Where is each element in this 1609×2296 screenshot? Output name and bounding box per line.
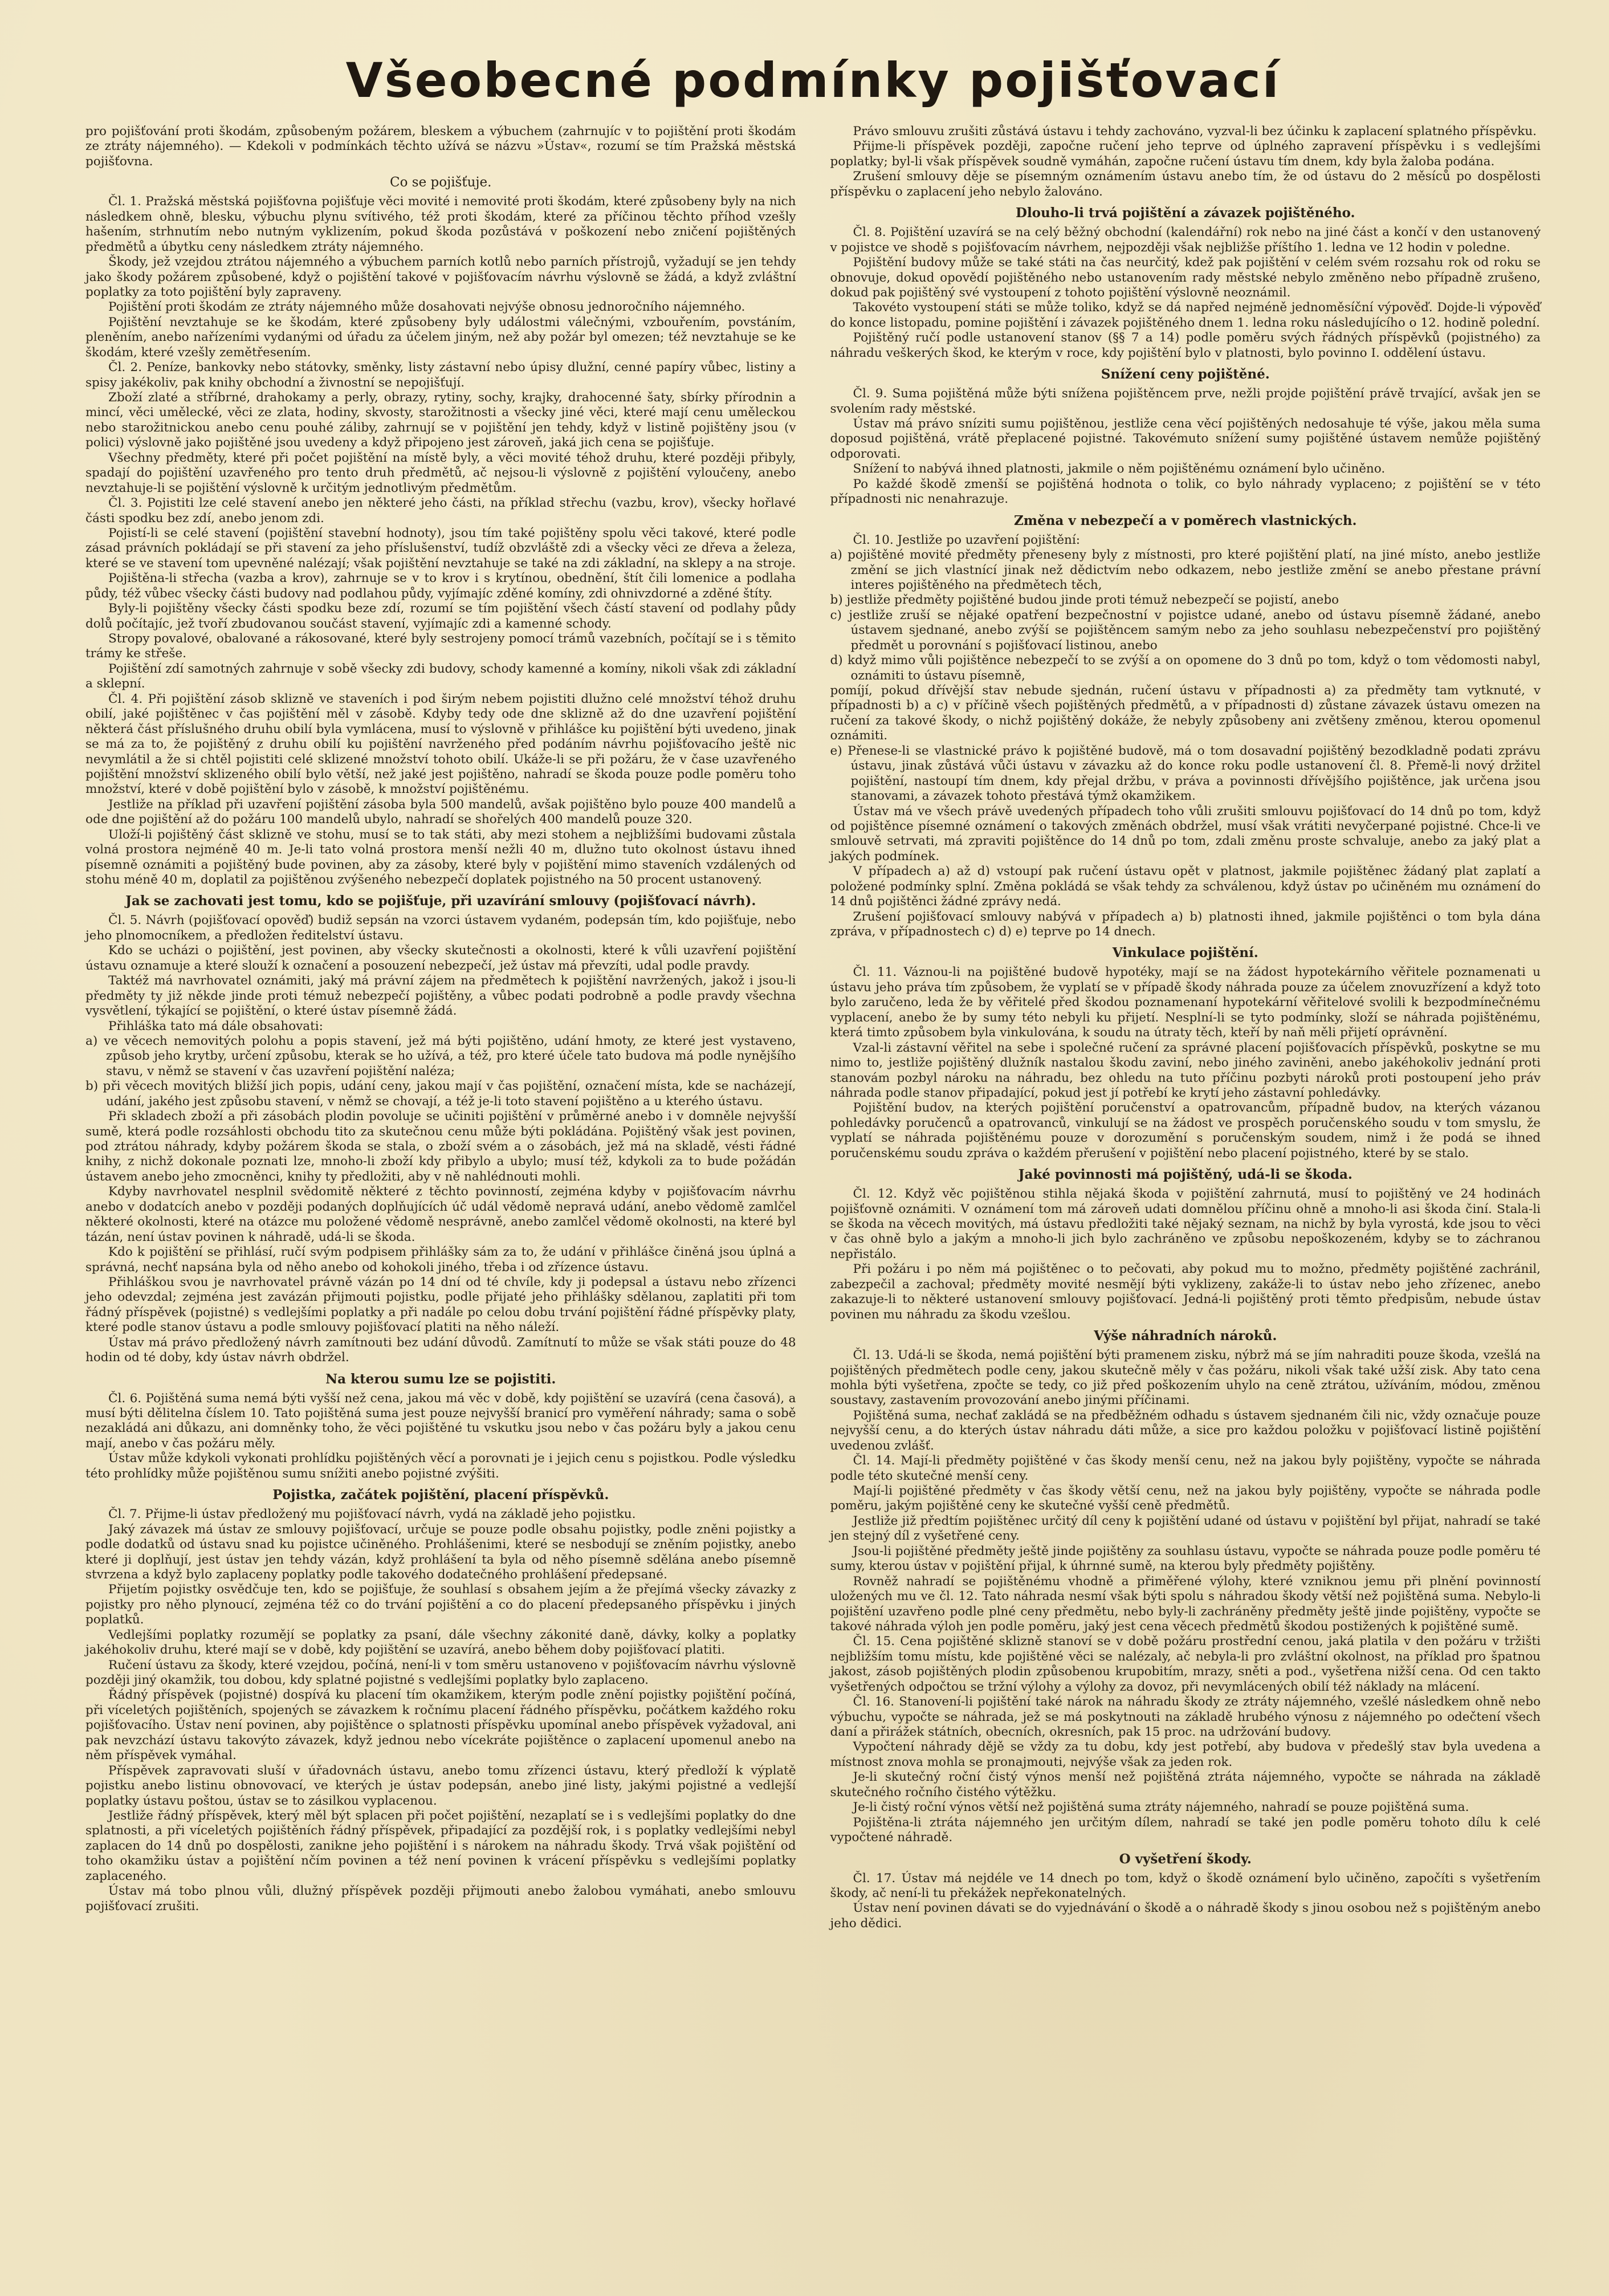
paragraph: Čl. 5. Návrh (pojišťovací opověď) budiž sepsán na vzorci ústavem vydaném, podepsán tím, kdo pojišťuje, nebo jeho plnomocníkem, a předložen ředitelství ústavu. (85, 913, 796, 943)
paragraph: Ústav není povinen dávati se do vyjednávání o škodě a o náhradě škody s jinou osobou než s pojištěným anebo jeho dědici. (830, 1901, 1541, 1931)
paragraph: Řádný příspěvek (pojistné) dospívá ku placení tím okamžikem, kterým podle znění pojistky pojištění počíná, při víceletých pojištěních, spojených se závazkem k ročnímu placení řádného příspěvku, počátkem každého roku pojišťovacího. Ústav není povinen, aby pojištěnce o splatnosti příspěvku upomínal anebo příspěvek vyžadoval, ani pak nevzchází ústavu takovýto závazek, když jednou nebo vícekráte pojištěnce o zaplacení upomenul anebo na něm příspěvek vymáhal. (85, 1688, 796, 1763)
section-heading: Jak se zachovati jest tomu, kdo se pojišťuje, při uzavírání smlouvy (pojišťovací návrh). (125, 893, 756, 909)
paragraph: Pojištěna-li střecha (vazba a krov), zahrnuje se v to krov i s krytínou, obednění, štít čili lomenice a podlaha půdy, též vůbec všecky části budovy nad podlahou půdy, vyjímajíc zděné komíny, zdi ohnivzdorné a zděné štíty. (85, 571, 796, 601)
paragraph: Ručení ústavu za škody, které vzejdou, počíná, není-li v tom směru ustanoveno v pojišťovacím návrhu výslovně později jiný okamžik, tou dobou, kdy splatné pojistné s vedlejšími poplatky bylo zaplaceno. (85, 1658, 796, 1687)
paragraph: Čl. 2. Peníze, bankovky nebo státovky, směnky, listy zástavní nebo úpisy dlužní, cenné papíry vůbec, listiny a spisy jakékoliv, pak knihy obchodní a živnostní se nepojišťují. (85, 360, 796, 390)
item-list (830, 744, 1541, 804)
paragraph: Pojištěna-li ztráta nájemného jen určitým dílem, nahradí se také jen podle poměru tohoto dílu k celé vypočtené náhradě. (830, 1815, 1541, 1845)
paragraph: Škody, jež vzejdou ztrátou nájemného a výbuchem parních kotlů nebo parních přístrojů, vyžadují se jen tehdy jako škody požárem způsobené, když o pojištění takové v pojišťovacím návrhu výslovně se žádá, a když zvláštní poplatky za toto pojištění byly zapraveny. (85, 255, 796, 299)
paragraph: Vzal-li zástavní věřitel na sebe i společné ručení za správné placení pojišťovacích příspěvků, poskytne se mu nimo to, jestliže pojištěný dlužník nastalou škodu zaviní, nebo jiného zaviněni, anebo jakéhokoliv jednání proti stanovám pozbyl nároku na náhradu, bez ohledu na tuto příčinu pozbyti nároků proti postoupení jeho práv náhrada podle stanov připadající, pokud jest jí potřebí ke krytí jeho zástavní pohledávky. (830, 1040, 1541, 1100)
paragraph: Jestliže již předtím pojištěnec určitý díl ceny k pojištění udané od ústavu v pojištění byl přijat, nahradí se také jen stejný díl z vyšetřené ceny. (830, 1513, 1541, 1544)
paragraph: Čl. 1. Pražská městská pojišťovna pojišťuje věci movité i nemovité proti škodám, které způsobeny byly na nich následkem ohně, blesku, výbuchu plynu svítivého, též proti škodám, které za příčinou těchto příhod vzešly hašením, strhnutím nebo nutným vyklizením, pokud škoda pozůstává v poškození nebo zničení pojištěných předmětů a úbytku ceny následkem ztráty nájemného. (85, 194, 796, 254)
section-heading: Co se pojišťuje. (390, 175, 492, 190)
paragraph: Jestliže řádný příspěvek, který měl být splacen při počet pojištění, nezaplatí se i s vedlejšími poplatky do dne splatnosti, a při víceletých pojištěních řádný příspěvek, připadající za pozdější rok, i s poplatky vedlejšími nebyl zaplacen do 14 dnů po dospělosti, zanikne jeho pojištění i s nárokem na náhradu škody. Trvá však pojištění od toho okamžiku ústav a pojištění nčím povinen a též není povinen k vrácení příspěvku s vedlejšími poplatky zaplaceného. (85, 1808, 796, 1883)
paragraph: Kdo k pojištění se přihlásí, ručí svým podpisem přihlášky sám za to, že udání v přihlášce činěná jsou úplná a správná, nechť napsána byla od něho anebo od kohokoli jiného, třeba i od zřízence ústavu. (85, 1245, 796, 1275)
left-column (85, 124, 796, 1931)
list-item: a) pojištěné movité předměty přeneseny byly z místnosti, pro které pojištění platí, na jiné místo, anebo jestliže změní se jich vlastnící jinak než dědictvím nebo odkazem, nebo jestliže změní se anebo přestane právní interes pojištěného na předmětech těch, (830, 548, 1541, 592)
paragraph: Čl. 11. Váznou-li na pojištěné budově hypotéky, mají se na žádost hypotekárního věřitele poznamenati u ústavu jeho práva tím způsobem, že vyplatí se v případě škody náhrada pouze za účelem znovuzřízení a když toto bylo zaručeno, leda že by věřitelé před škodou poznamenaní hypotekární věřitelové svolili k bezpodmínečnému vyplacení, anebo že by sumy této nebyli ku přijetí. Nesplní-li se tyto podmínky, složí se náhrada pojištěnému, která timto způsobem byla vinkulována, k soudu na útraty těch, kteří by naň měli přijetí oprávnění. (830, 965, 1541, 1040)
paragraph: Takovéto vystoupení státi se může toliko, když se dá napřed nejméně jednoměsíční výpověď. Dojde-li výpověď do konce listopadu, pomine pojištění i závazek pojištěného dnem 1. ledna roku následujícího o 12. hodině polední. (830, 300, 1541, 330)
paragraph: pomíjí, pokud dřívější stav nebude sjednán, ručení ústavu v případnosti a) za předměty tam vytknuté, v případnosti b) a c) v příčině všech pojištěných předmětů, a v případnosti d) zůstane závazek ústavu omezen na ručení za takové škody, o nichž pojištěný dokáže, že nebyly způsobeny ani zvětšeny změnou, kterou opomenul oznámiti. (830, 683, 1541, 743)
paragraph: Jaký závazek má ústav ze smlouvy pojišťovací, určuje se pouze podle obsahu pojistky, podle zněni pojistky a podle dodatků od ústavu snad ku pojistce učiněného. Prohlášenimi, které se nesbodují se zněním pojistky, anebo které ji doplňují, jest ústav jen tehdy vázán, když prohlášení ta byla od něho písemně sdělána anebo písemně stvrzena a když bylo zaplaceny poplatky podle takového dodatečného prohlášení předepsané. (85, 1522, 796, 1582)
paragraph: Čl. 14. Mají-li předměty pojištěné v čas škody menší cenu, než na jakou byly pojištěny, vypočte se náhrada podle této skutečné menší ceny. (830, 1454, 1541, 1483)
paragraph: Je-li skutečný roční čistý výnos menší než pojištěná ztráta nájemného, vypočte se náhrada na základě skutečného ročního čistého výtěžku. (830, 1770, 1541, 1800)
item-list (85, 1034, 796, 1109)
paragraph: Přihláška tato má dále obsahovati: (108, 1019, 323, 1033)
paragraph: Při skladech zboží a při zásobách plodin povoluje se učiniti pojištění v průměrné anebo i v domněle nejvyšší sumě, která podle rozsáhlosti obchodu tito za skutečnou cenu může býti pokládána. Pojištěný však jest povinen, pod ztrátou náhrady, kdyby požárem škoda se stala, o zboží svém a o zásobách, jež má na skladě, vésti řádné knihy, z nichž dokonale poznati lze, mnoho-li zboží kdy přibylo a ubylo; musí též, kdykoli za to bude požádán ústavem anebo jeho zmocněnci, knihy ty předložiti, aby v ně nahlédnouti mohli. (85, 1109, 796, 1184)
list-item: b) při věcech movitých bližší jich popis, udání ceny, jakou mají v čas pojištění, označení místa, kde se nacházejí, udání, jakého jest způsobu stavení, v němž se chovají, a též je-li toto stavení pojištěno a u kterého ústavu. (85, 1079, 796, 1109)
paragraph: V případech a) až d) vstoupí pak ručení ústavu opět v platnost, jakmile pojištěnec žádaný plat zaplatí a položené podmínky splní. Změna pokládá se však tehdy za schválenou, když ústav po učiněném mu oznámení do 14 dnů pojištěnci žádné zprávy nedá. (830, 864, 1541, 909)
document-title: Všeobecné podmínky pojišťovací (345, 52, 1281, 108)
paragraph: Pojistí-li se celé stavení (pojištění stavební hodnoty), jsou tím také pojištěny spolu věci takové, které podle zásad právních pokládají se při stavení za jeho příslušenství, tudíž obzvláště zdi a všecky věci ze dřeva a železa, které se ve stavení tom upevněné nalézají; však pojištění nevztahuje se také na zdi základní, na sklepy a na stroje. (85, 526, 796, 571)
list-item: b) jestliže předměty pojištěné budou jinde proti témuž nebezpečí se pojistí, anebo (830, 593, 1339, 608)
paragraph: Mají-li pojištěné předměty v čas škody větší cenu, než na jakou byly pojištěny, vypočte se náhrada podle poměru, jakým pojištěné ceny ke skutečné vyšší ceně předmětů. (830, 1484, 1541, 1513)
paragraph: Čl. 9. Suma pojištěná může býti snížena pojištěncem prve, nežli projde pojištění právě trvající, avšak jen se svolením rady městské. (830, 386, 1541, 416)
section-heading: Vinkulace pojištění. (1112, 945, 1258, 961)
paragraph: Čl. 7. Přijme-li ústav předložený mu pojišťovací návrh, vydá na základě jeho pojistku. (108, 1507, 636, 1522)
section-heading: Na kterou sumu lze se pojistiti. (325, 1371, 556, 1387)
paragraph: Čl. 13. Udá-li se škoda, nemá pojištění býti pramenem zisku, nýbrž má se jím nahraditi pouze škoda, vzešlá na pojištěných předmětech podle ceny, jakou skutečně měly v čas požáru, nikoli však také užší zisk. Aby tato cena mohla býti vyšetřena, zpočte se tedy, co již před poškozením uhylo na ceně ztrátou, užíváním, módou, změnou soustavy, zastavením provozování anebo jinými příčinami. (830, 1348, 1541, 1408)
paragraph: Pojištění budov, na kterých pojištění poručenství a opatrovancům, případně budov, na kterých vázanou pohledávky poručenců a opatrovanců, vinkulují se na žádost ve prospěch poručenského soudu v tom smyslu, že vyplatí se náhrada pojištěnému pouze v dorozumění s poručenským soudem, nimž i že podá se ihned poručenskému soudu zpráva o každém přerušení v pojištění nebo placení pojistného, které by se stalo. (830, 1101, 1541, 1161)
paragraph: Uloží-li pojištěný část sklizně ve stohu, musí se to tak státi, aby mezi stohem a nejbližšími budovami zůstala volná prostora nejméně 40 m. Je-li tato volná prostora menší nežli 40 m, dlužno tuto okolnost ústavu ihned písemně oznámiti a pojištěný bude povinen, aby za zásoby, které byly v pojištění mimo staveních vzdálených od stohu méně 40 m, doplatil za pojištěnou zvýšeného nebezpečí doplatek pojistného na 50 procent ustanovený. (85, 827, 796, 887)
paragraph: Čl. 8. Pojištění uzavírá se na celý běžný obchodní (kalendářní) rok nebo na jiné část a končí v den ustanovený v pojistce ve shodě s pojišťovacím návrhem, nejpozději však nejbližše příštího 1. ledna ve 12 hodin v poledne. (830, 225, 1541, 255)
list-item: a) ve věcech nemovitých polohu a popis stavení, jež má býti pojištěno, udání hmoty, ze které jest vystaveno, způsob jeho krytby, určení způsobu, kterak se ho užívá, a též, pro které účele tato budova má podle nynějšího stavu, v němž se stavení v čas uzavření pojištění naléza; (85, 1033, 796, 1078)
text-columns (85, 124, 1541, 1931)
list-item: c) jestliže zruší se nějaké opatření bezpečnostní v pojistce udané, anebo od ústavu písemně žádané, anebo ústavem sjednané, anebo zvýší se pojištěncem samým nebo za jeho souhlasu nebezpečenství pro pojištěný předmět u porovnání s pojišťovací listinou, anebo (830, 608, 1541, 653)
paragraph: Všechny předměty, které při počet pojištění na místě byly, a věci movité téhož druhu, které později přibyly, spadají do pojištění uzavřeného pro tento druh předmětů, ač nejsou-li výslovně z pojištění vyloučeny, anebo nevztahuje-li se pojištění výslovně k určitým jednotlivým předmětům. (85, 450, 796, 495)
paragraph: Pojištění proti škodám ze ztráty nájemného může dosahovati nejvýše obnosu jednoročního nájemného. (108, 300, 746, 315)
paragraph: Rovněž nahradí se pojištěnému vhodně a přiměřené výlohy, které vzniknou jemu při plnění povinností uložených mu ve čl. 12. Tato náhrada nesmí však býti spolu s náhradou škody větší než pojištěná suma. Nebylo-li pojištění uzavřeno podle plné ceny předmětu, nebo byly-li zachráněny předměty ještě jinde pojištěny, vypočte se takové náhrada výloh jen podle poměru, jaký jest cena věcech předmětů škodou postižených k pojištěné sumě. (830, 1574, 1541, 1634)
paragraph: Kdyby navrhovatel nesplnil svědomitě některé z těchto povinností, zejména kdyby v pojišťovacím návrhu anebo v dodatcích anebo v později podaných doplňujících úč udál vědomě nepravá udání, anebo vědomě zamlčel některé okolnosti, které na otázce mu položené vědomě nesprávně, anebo zamlčel vědomě okolnosti, na které byl tázán, není ústav povinen k náhradě, udá-li se škoda. (85, 1184, 796, 1244)
section-heading: Změna v nebezpečí a v poměrech vlastnických. (1013, 512, 1357, 528)
paragraph: Ústav má právo předložený návrh zamítnouti bez udání důvodů. Zamítnutí to může se však státi pouze do 48 hodin od té doby, kdy ústav návrh obdržel. (85, 1335, 796, 1365)
intro-paragraph: pro pojišťování proti škodám, způsobeným požárem, bleskem a výbuchem (zahrnujíc v to pojištění proti škodám ze ztráty nájemného). — Kdekoli v podmínkách těchto užívá se názvu »Ústav«, rozumí se tím Pražská městská pojišťovna. (85, 124, 796, 169)
paragraph: Pojištěný ručí podle ustanovení stanov (§§ 7 a 14) podle poměru svých řádných příspěvků (pojistného) za náhradu veškerých škod, ke kterým v roce, kdy pojištění bylo v platnosti, bylo povinno I. oddělení ústavu. (830, 331, 1541, 360)
section-heading: Jaké povinnosti má pojištěný, udá-li se škoda. (1018, 1167, 1353, 1183)
list-item: e) Přenese-li se vlastnické právo k pojištěné budově, má o tom dosavadní pojištěný bezodkladně podati zprávu ústavu, jinak zůstává vůči ústavu v závazku až do konce roku podle ustanovení čl. 8. Přemě-li nový držitel pojištění, nastoupí tím dnem, kdy přejal držbu, v práva a povinnosti dřívějšího pojištěnce, jak určena jsou stanovami, a závazek tohoto přestává týmž okamžikem. (830, 743, 1541, 804)
paragraph: Přijetím pojistky osvědčuje ten, kdo se pojišťuje, že souhlasí s obsahem jejím a že přejímá všecky závazky z pojistky pro něho plynoucí, zejména též co do trvání pojištění a co do placení předepsaného příspěvku i jiných poplatků. (85, 1582, 796, 1627)
paragraph: Pojištění zdí samotných zahrnuje v sobě všecky zdi budovy, schody kamenné a komíny, nikoli však zdi základní a sklepní. (85, 661, 796, 691)
paragraph: Je-li čistý roční výnos větší než pojištěná suma ztráty nájemného, nahradí se pouze pojištěná suma. (853, 1800, 1469, 1815)
list-item: d) když mimo vůli pojištěnce nebezpečí to se zvýší a on opomene do 3 dnů po tom, když o tom vědomosti nabyl, oznámiti to ústavu písemně, (830, 653, 1541, 683)
paragraph: Čl. 6. Pojištěná suma nemá býti vyšší než cena, jakou má věc v době, kdy pojištění se uzavírá (cena časová), a musí býti dělitelna číslem 10. Tato pojištěná suma jest pouze nejvyšší branicí pro vyměření náhrady; sama o sobě nezakládá ani důkazu, ani domněnky toho, že věci pojištěné tu vskutku jsou nebo v čas požáru byly a jakou cenu mají, anebo v čas požáru měly. (85, 1391, 796, 1451)
paragraph: Jestliže na příklad při uzavření pojištění zásoba byla 500 mandelů, avšak pojištěno bylo pouze 400 mandelů a ode dne pojištění až do požáru 100 mandelů ubylo, nahradí se shořelých 400 mandelů pouze 320. (85, 797, 796, 827)
paragraph: Zrušení smlouvy děje se písemným oznámením ústavu anebo tím, že od ústavu do 2 měsíců po dospělosti příspěvku o zaplacení jeho nebylo žalováno. (830, 169, 1541, 199)
paragraph: Po každé škodě zmenší se pojištěná hodnota o tolik, co bylo náhrady vyplaceno; z pojištění se v této případnosti nic nenahrazuje. (830, 477, 1541, 507)
paragraph: Přijme-li příspěvek později, započne ručení jeho teprve od úplného zapravení příspěvku i s vedlejšími poplatky; byl-li však příspěvek soudně vymáhán, započne ručení ústavu tím dnem, kdy byla žaloba podána. (830, 139, 1541, 169)
paragraph: Ústav má tobo plnou vůli, dlužný příspěvek později přijmouti anebo žalobou vymáhati, anebo smlouvu pojišťovací zrušiti. (85, 1884, 796, 1914)
paragraph: Pojištěná suma, nechať zakládá se na předběžném odhadu s ústavem sjednaném čili nic, vždy označuje pouze nejvyšší cenu, a do kterých ústav náhradu dáti může, a sice pro každou položku v pojišťovací listině pojištění uvedenou zvlášť. (830, 1408, 1541, 1453)
paragraph: Ústav má ve všech právě uvedených případech toho vůli zrušiti smlouvu pojišťovací do 14 dnů po tom, když od pojištěnce písemné oznámení o takových změnách obdržel, musí však vrátiti nevyčerpané pojistné. Chce-li ve smlouvě setrvati, má zpraviti pojištěnce do 14 dnů po tom, zdali změnu proste schvaluje, anebo za jaký plat a jakých podmínek. (830, 804, 1541, 864)
section-heading: Pojistka, začátek pojištění, placení příspěvků. (272, 1487, 609, 1503)
paragraph: Vedlejšími poplatky rozumějí se poplatky za psaní, dále všechny zákonité daně, dávky, kolky a poplatky jakéhokoliv druhu, které mají se v době, kdy pojištění se uzavírá, anebo během doby pojišťovací platiti. (85, 1627, 796, 1658)
paragraph: Pojištění nevztahuje se ke škodám, které způsobeny byly událostmi válečnými, vzbouřením, povstáním, pleněním, anebo nařízeními vydanými od úřadu za účelem jiným, než aby požár byl omezen; též nevztahuje se ke škodám, které vzešly zemětřesením. (85, 315, 796, 360)
item-list (830, 548, 1541, 683)
paragraph: Čl. 3. Pojistiti lze celé stavení anebo jen některé jeho části, na příklad střechu (vazbu, krov), všecky hořlavé části spodku bez zdí, anebo jenom zdi. (85, 496, 796, 526)
section-heading: O vyšetření škody. (1119, 1851, 1252, 1867)
section-heading: Dlouho-li trvá pojištění a závazek pojištěného. (1016, 205, 1355, 221)
paragraph: Čl. 15. Cena pojištěné sklizně stanoví se v době požáru prostřední cenou, jaká platila v den požáru v tržišti nejbližším tomu místu, kde pojištěné věci se nalézaly, ač nebyla-li pro zvláštní okolnost, na příklad pro špatnou jakost, zásob pojištěných plodin způsobenou krupobitím, mrazy, sněti a pod., vyšetřena nižší cena. Od cen takto vyšetřených odpočtou se tržní výlohy a výlohy za dovoz, při nevymlácených obilí též náklady na mlácení. (830, 1634, 1541, 1694)
section-heading: Snížení ceny pojištěné. (1101, 367, 1270, 382)
paragraph: Příspěvek zapravovati sluší v úřadovnách ústavu, anebo tomu zřízenci ústavu, který předloží k výplatě pojistku anebo listinu obnovovací, ve kterých je ústav podepsán, anebo jiné listy, jakými pojistné a vedlejší poplatky ústavu poštou, ústav se to zásilkou vyplacenou. (85, 1763, 796, 1808)
paragraph: Přihláškou svou je navrhovatel právně vázán po 14 dní od té chvíle, kdy ji podepsal a ústavu nebo zřízenci jeho odevzdal; zejména jest zavázán přijmouti pojistku, podle přijaté jeho přihlášky sdělanou, zaplatiti při tom řádný příspěvek (pojistné) s vedlejšími poplatky a při nadále po celou dobu trvání pojištění řádné příspěvky platy, které podle stanov ústavu a podle smlouvy pojišťovací platiti na něho náleží. (85, 1275, 796, 1335)
paragraph: Taktéž má navrhovatel oznámiti, jaký má právní zájem na předmětech k pojištění navržených, jakož i jsou-li předměty ty již někde jinde proti témuž nebezpečí pojištěny, a vůbec podati podrobně a podle pravdy všechna vysvětlení, týkající se pojištění, o které ústav písemně žádá. (85, 974, 796, 1019)
section-heading: Výše náhradních nároků. (1094, 1328, 1277, 1344)
paragraph: Snížení to nabývá ihned platnosti, jakmile o něm pojištěnému oznámení bylo učiněno. (853, 462, 1386, 477)
paragraph: Pojištění budovy může se také státi na čas neurčitý, kdež pak pojištění v celém svém rozsahu rok od roku se obnovuje, dokud opovědí pojištěného nebo ustanovením rady městské nebylo změněno nebo případně zrušeno, dokud pak pojištěný své vystoupení z tohoto pojištění výslovně neoznámil. (830, 255, 1541, 300)
paragraph: Při požáru i po něm má pojištěnec o to pečovati, aby pokud mu to možno, předměty pojištěné zachránil, zabezpečil a zachoval; předměty movité nesmějí býti vyklizeny, zakáže-li to ústav nebo jeho zřízenec, anebo zakazuje-li to některé ustanovení smlouvy pojišťovací. Jedná-li pojištěný proti těmto předpisům, nebude ústav povinen mu náhradu za škodu vzešlou. (830, 1262, 1541, 1322)
paragraph: Vypočtení náhrady dějě se vždy za tu dobu, kdy jest potřebí, aby budova v předešlý stav byla uvedena a místnost znova mohla se pronajmouti, nejvýše však za jeden rok. (830, 1740, 1541, 1769)
paragraph: Čl. 12. Když věc pojištěnou stihla nějaká škoda v pojištění zahrnutá, musí to pojištěný ve 24 hodinách pojišťovně oznámiti. V oznámení tom má zároveň udati domnělou příčinu ohně a mnoho-li asi škoda činí. Stala-li se škoda na věcech movitých, má ústavu předložiti také nějaký seznam, na nichž by byla vyrostá, kde jsou to věci v čas ohně bylo a jakým a mnoho-li jich bylo zachráněno ve způsobu nepoškozeném, kdyby se to záchranou nepřistálo. (830, 1187, 1541, 1261)
paragraph: Ústav může kdykoli vykonati prohlídku pojištěných věcí a porovnati je i jejich cenu s pojistkou. Podle výsledku této prohlídky může pojištěnou sumu snížiti anebo pojistné zvýšiti. (85, 1451, 796, 1481)
right-column (830, 124, 1541, 1931)
paragraph: Čl. 10. Jestliže po uzavření pojištění: (853, 532, 1081, 547)
paragraph: Kdo se ucházi o pojištění, jest povinen, aby všecky skutečnosti a okolnosti, které k vůli uzavření pojištění ústavu oznamuje a které slouží k označení a posouzení nebezpečí, jež ústav má převzíti, udal podle pravdy. (85, 943, 796, 973)
paragraph: Čl. 17. Ústav má nejdéle ve 14 dnech po tom, když o škodě oznámení bylo učiněno, započíti s vyšetřením škody, ač není-li tu překážek nepřekonatelných. (830, 1871, 1541, 1900)
paragraph: Byly-li pojištěny všecky části spodku beze zdí, rozumí se tím pojištění všech částí stavení od podlahy půdy dolů počítajíc, jež tvoří zbudovanou součást stavení, vyjímajíc zdi a kamenné schody. (85, 601, 796, 631)
paragraph: Jsou-li pojištěné předměty ještě jinde pojištěny za souhlasu ústavu, vypočte se náhrada pouze podle poměru té sumy, kterou ústav v pojištění přijal, k úhrnné sumě, na kterou byly předměty pojištěny. (830, 1544, 1541, 1574)
paragraph: Čl. 16. Stanovení-li pojištění také nárok na náhradu škody ze ztráty nájemného, vzešlé následkem ohně nebo výbuchu, vypočte se náhrada, jež se má poskytnouti na základě hrubého výnosu z nájemného po odečtení všech daní a přirážek státních, obecních, okresních, pak 15 proc. na udržování budovy. (830, 1695, 1541, 1739)
paragraph: Zrušení pojišťovací smlouvy nabývá v případech a) b) platnosti ihned, jakmile pojištěnci o tom byla dána zpráva, v případnostech c) d) e) teprve po 14 dnech. (830, 909, 1541, 939)
paragraph: Právo smlouvu zrušiti zůstává ústavu i tehdy zachováno, vyzval-li bez účinku k zaplacení splatného příspěvku. (853, 124, 1537, 139)
paragraph: Zboží zlaté a stříbrné, drahokamy a perly, obrazy, rytiny, sochy, krajky, drahocenné šaty, sbírky přírodnin a mincí, věci umělecké, věci ze zlata, hodiny, skvosty, starožitnosti a všecky jiné věci, které mají cenu uměleckou nebo starožitnickou anebo cenu pouhé záliby, zahrnují se v pojištění jen tehdy, když v listině pojištěny jsou (v polici) výslovně jako pojištěné jsou uvedeny a když připojeno jest zároveň, jaká jich cena se pojišťuje. (85, 390, 796, 450)
paragraph: Čl. 4. Při pojištění zásob sklizně ve staveních i pod širým nebem pojistiti dlužno celé množství téhož druhu obilí, jaké pojištěnec v čas pojištění měl v zásobě. Kdyby tedy ode dne sklizně až do dne uzavření pojištění některá část příslušného druhu obilí byla vymlácena, musí to výslovně v přihlášce ku pojištění býti uvedeno, jinak se má za to, že pojištěný z druhu obilí ku pojištění navrženého před podáním návrhu pojišťovacího ještě nic nevymlátil a že si chtěl pojistiti celé sklizené množství tohoto obilí. Ukáže-li se při požáru, že v čase uzavřeného pojištění množství sklizeného obilí bylo větší, než jaké jest pojištěno, nahradí se škoda pouze podle poměru toho množství, které v době pojištění bylo v zásobě, k množství pojištěnému. (85, 691, 796, 797)
paragraph: Ústav má právo sníziti sumu pojištěnou, jestliže cena věcí pojištěných nedosahuje té výše, jakou měla suma doposud pojištěná, vrátě přeplacené pojistné. Takovémuto snížení sumy pojištěné ústavem nemůže pojištěný odporovati. (830, 417, 1541, 461)
paragraph: Stropy povalové, obalované a rákosované, které byly sestrojeny pomocí trámů vazebních, počítají se i s těmito trámy ke střeše. (85, 632, 796, 661)
